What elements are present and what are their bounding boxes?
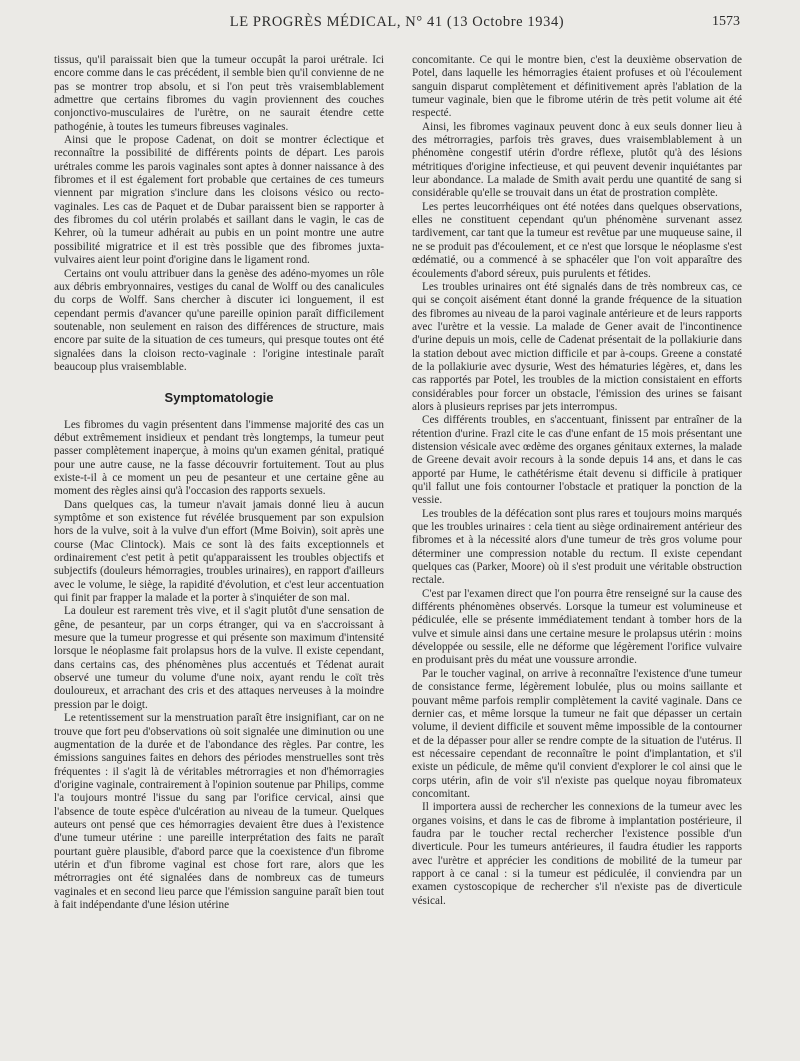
paragraph: La douleur est rarement très vive, et il s'agit plutôt d'une sensation de gêne, de pesanteur, par un corps étranger, qui va en s'accroissant à mesure que la tumeur progresse et qui présente son maximum d'intensité lorsque le néoplasme fait prolapsus hors de la vulve. Il existe cependant, dans certains cas, des phénomènes plus accentués et Tédenat aurait observé une tumeur du volume d'une noix, ayant rendu le coït très douloureux, et arrachant des cris et des attaques nerveuses à la moindre pression par le doigt. — [54, 605, 384, 711]
right-column — [412, 54, 742, 908]
paragraph: Ainsi que le propose Cadenat, on doit se montrer éclectique et reconnaître la possibilité de différents points de départ. Les parois urétrales comme les parois vaginales sont aptes à donner naissance à des fibromes et il est également fort probable que certaines de ces tumeurs viennent par migration s'inclure dans les cloisons vésico ou recto-vaginales. Les cas de Paquet et de Dubar paraissent bien se rapporter à des fibromes du col utérin prolabés et saillant dans le vagin, le cas de Kehrer, où la tumeur adhérait au pubis en un point montre une autre possibilité migratrice et il est très possible que des fibromes juxta-vulvaires aient leur point d'origine dans le ligament rond. — [54, 134, 384, 267]
paragraph: Par le toucher vaginal, on arrive à reconnaître l'existence d'une tumeur de consistance ferme, légèrement lobulée, plus ou moins saillante et pouvant même parfois remplir complètement la cavité vaginale. Dans ce dernier cas, et même lorsque la tumeur ne fait que dépasser un certain volume, il devient difficile et souvent même impossible de la contourner et de la dépasser pour aller se rendre compte de la situation de l'utérus. Il est nécessaire cependant de reconnaître le point d'implantation, et s'il existe un pédicule, de même qu'il convient d'explorer le col ainsi que le corps utérin, afin de voir s'il n'existe pas quelque noyau fibromateux concomitant. — [412, 667, 742, 800]
paragraph: Les troubles urinaires ont été signalés dans de très nombreux cas, ce qui se conçoit aisément étant donné la grande fréquence de la situation des fibromes au niveau de la paroi vaginale antérieure et de leurs rapports avec l'urètre et la vessie. La malade de Gener avait de l'incontinence d'urine depuis un mois, celle de Cadenat présentait de la pollakiurie dans la station debout avec miction difficile et par à-coups. Greene a constaté de la pollakiurie avec dysurie, West des hématuries légères, et, dans les cas rapportés par Potel, les troubles de la miction consistaient en efforts considérables pour forcer un obstacle, l'émission des urines se faisant alors à plusieurs reprises par jets interrompus. — [412, 280, 742, 413]
paragraph: Le retentissement sur la menstruation paraît être insignifiant, car on ne trouve que fort peu d'observations où soit signalée une diminution ou une augmentation de la durée et de l'abondance des règles. Par contre, les émissions sanguines faites en dehors des périodes menstruelles sont très fréquentes : il s'agit là de véritables métrorragies et non d'hémorragies d'origine vaginale, contrairement à l'opinion soutenue par Philips, comme l'a toujours montré l'issue du sang par l'orifice cervical, ainsi que l'absence de toute espèce d'ulcération au niveau de la tumeur. Quelques auteurs ont pensé que ces hémorragies devaient être dues à l'existence d'une tumeur utérine : une pareille interprétation des faits ne paraît pourtant guère plausible, d'abord parce que la coexistence d'un fibrome utérin et d'un fibrome vaginal est chose fort rare, alors que les métrorragies ont été signalées dans de nombreux cas de tumeurs vaginales et en second lieu parce que l'émission sanguine paraît bien tout à fait indépendante d'une lésion utérine — [54, 712, 384, 911]
section-heading: Symptomatologie — [164, 390, 274, 406]
paragraph: Les troubles de la défécation sont plus rares et toujours moins marqués que les troubles urinaires : cela tient au siège ordinairement antérieur des fibromes et à la nécessité alors d'une tumeur de très gros volume pour déterminer une compression notable du rectum. Il existe cependant quelques cas (Parker, Moore) où il s'est produit une véritable obstruction rectale. — [412, 507, 742, 587]
running-header — [54, 14, 740, 36]
paragraph: tissus, qu'il paraissait bien que la tumeur occupât la paroi urétrale. Ici encore comme dans le cas précédent, il semble bien qu'il convienne de ne pas se montrer trop absolu, et si l'on peut très vraisemblablement admettre que certains fibromes du vagin proviennent des couches conjonctivo-musculaires de l'urètre, on ne saurait étendre cette pathogénie, à toutes les tumeurs fibreuses vaginales. — [54, 54, 384, 133]
paragraph: concomitante. Ce qui le montre bien, c'est la deuxième observation de Potel, dans laquelle les hémorragies étaient profuses et où l'écoulement sanguin disparut complètement et définitivement après l'ablation de la tumeur vaginale, bien que le fibrome utérin de très petit volume ait été respecté. — [412, 54, 742, 120]
page-number: 1573 — [712, 14, 740, 29]
paragraph: Les pertes leucorrhéiques ont été notées dans quelques observations, elles ne constituent cependant qu'un phénomène survenant assez tardivement, car tant que la tumeur est revêtue par une muqueuse saine, il ne se produit pas d'écoulement, et ce n'est que lorsque le néoplasme s'est œdématié, ou a commencé à se sphacéler que l'on voit apparaître des écoulements d'abord séreux, puis purulents et fétides. — [412, 200, 742, 280]
left-column — [54, 54, 384, 912]
paragraph: Certains ont voulu attribuer dans la genèse des adéno-myomes un rôle aux débris embryonnaires, vestiges du canal de Wolff ou des canalicules du corps de Wolff. Sans chercher à discuter ici longuement, il est cependant permis d'avancer qu'une pareille opinion paraît difficilement soutenable, non seulement en raison des différences de structure, mais encore par suite de la situation de ces tumeurs, qui presque toutes ont été signalées dans la cloison recto-vaginale : l'origine intestinale paraît beaucoup plus vraisemblable. — [54, 267, 384, 373]
journal-title: LE PROGRÈS MÉDICAL, N° 41 (13 Octobre 1934) — [229, 14, 565, 30]
paragraph: Il importera aussi de rechercher les connexions de la tumeur avec les organes voisins, et dans le cas de fibrome à implantation postérieure, il faudra par le toucher rectal rechercher l'existence possible d'un diverticule. Pour les tumeurs antérieures, il faudra étudier les rapports avec l'urètre et apprécier les conditions de mobilité de la tumeur par rapport à ce canal : si la tumeur est pédiculée, il conviendra par un examen cystoscopique de rechercher s'il n'existe pas de diverticule vésical. — [412, 801, 742, 907]
paragraph: Les fibromes du vagin présentent dans l'immense majorité des cas un début extrêmement insidieux et pendant très longtemps, la tumeur peut passer complètement inaperçue, à moins qu'un examen génital, pratiqué pour une autre cause, ne la fasse découvrir fortuitement. Tout au plus existe-t-il à ce moment un peu de pesanteur et une certaine gêne au moment des règles ainsi qu'à l'occasion des rapports sexuels. — [54, 418, 384, 498]
paragraph: C'est par l'examen direct que l'on pourra être renseigné sur la cause des différents phénomènes observés. Lorsque la tumeur est volumineuse et pédiculée, elle se présente immédiatement tendant à tomber hors de la vulve et simule ainsi dans une certaine mesure le prolapsus utérin : moins développée ou sessile, elle ne déforme que légèrement l'orifice vulvaire en produisant près du méat une voussure arrondie. — [412, 587, 742, 667]
paragraph: Dans quelques cas, la tumeur n'avait jamais donné lieu à aucun symptôme et son existence fut révélée brusquement par son expulsion hors de la vulve, soit à la vulve d'un effort (Mme Boivin), soit après une course (Mac Clintock). Mais ce sont là des faits exceptionnels et ordinairement c'est petit à petit qu'apparaissent les troubles objectifs et subjectifs (douleurs hémorragies, troubles urinaires), en rapport d'ailleurs avec le volume, le siège, la rapidité d'évolution, et c'est leur accentuation qui finit par frapper la malade et la porter à s'inquiéter de son mal. — [54, 498, 384, 605]
paragraph: Ainsi, les fibromes vaginaux peuvent donc à eux seuls donner lieu à des métrorragies, parfois très graves, dues vraisemblablement à un phénomène congestif utérin d'ordre réflexe, plutôt qu'à des lésions métritiques d'origine infectieuse, et qui peuvent devenir inquiétantes par leur abondance. La malade de Smith avait perdu une quantité de sang si considérable qu'elle se trouvait dans un état de prostration complète. — [412, 120, 742, 200]
paragraph: Ces différents troubles, en s'accentuant, finissent par entraîner de la rétention d'urine. Frazl cite le cas d'une enfant de 15 mois présentant une distension vésicale avec œdème des organes génitaux externes, la malade de Greene devait avoir recours à la sonde depuis 14 ans, et dans le cas apporté par Hume, le cathétérisme était devenu si difficile à pratiquer qu'il fallut une fois contourner l'obstacle et pratiquer la ponction de la vessie. — [412, 414, 742, 507]
